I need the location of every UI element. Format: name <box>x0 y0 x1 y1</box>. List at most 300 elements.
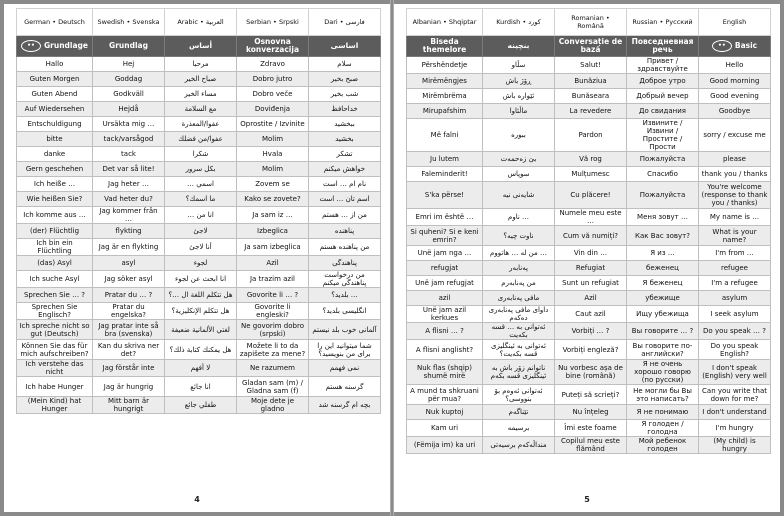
language-label: German • Deutsch <box>17 9 93 36</box>
phrase-cell: شایەنی نیه <box>483 182 555 209</box>
phrase-cell: Ich suche Asyl <box>17 271 93 288</box>
phrase-row <box>17 303 381 320</box>
phrase-cell: Мой ребенок голоден <box>627 437 699 454</box>
phrase-cell: لا أفهم <box>165 360 237 377</box>
phrase-cell: Izbeglica <box>237 224 309 239</box>
phrase-cell: ئێواره باش <box>483 89 555 104</box>
phrase-row <box>17 256 381 271</box>
phrase-cell: Goddag <box>93 72 165 87</box>
language-label: Romanian • Română <box>555 9 627 36</box>
phrase-cell: Bunăseara <box>555 89 627 104</box>
phrase-cell: Ja trazim azil <box>237 271 309 288</box>
phrase-row <box>407 360 771 385</box>
phrase-cell: I seek asylum <box>699 306 771 323</box>
language-label: Albanian • Shqiptar <box>407 9 483 36</box>
phrase-cell: Numele meu este … <box>555 209 627 226</box>
phrase-row <box>17 288 381 303</box>
phrase-cell: خواهش میکنم <box>309 162 381 177</box>
phrase-cell: azil <box>407 291 483 306</box>
phrase-row <box>407 209 771 226</box>
phrase-cell: Mirëmëngjes <box>407 74 483 89</box>
language-label: Arabic • العربية <box>165 9 237 36</box>
page-number: 5 <box>584 495 590 504</box>
phrase-table-left <box>16 8 381 414</box>
phrase-cell: … بلدید؟ <box>309 288 381 303</box>
phrase-cell: Guten Abend <box>17 87 93 102</box>
phrase-cell: سوپاس <box>483 167 555 182</box>
phrase-cell: Do you speak … ? <box>699 323 771 340</box>
phrase-cell: لغتي الألمانية ضعيفة <box>165 320 237 340</box>
phrase-cell: danke <box>17 147 93 162</box>
phrase-cell: До свидания <box>627 104 699 119</box>
phrase-cell: ناتوانم زۆر باش به ئینگلیزی قسه بکەم <box>483 360 555 385</box>
phrase-cell: Mirëmbrëma <box>407 89 483 104</box>
phrase-cell: صباح الخير <box>165 72 237 87</box>
phrase-row <box>17 132 381 147</box>
phrase-cell: Govorite li … ? <box>237 288 309 303</box>
phrase-cell: شب بخیر <box>309 87 381 102</box>
phrase-cell: Вы говорите … ? <box>627 323 699 340</box>
phrase-cell: Jag kommer från … <box>93 207 165 224</box>
phrase-row <box>17 340 381 360</box>
phrase-cell: من پناهنده هستم <box>309 239 381 256</box>
phrase-cell: Я не понимаю <box>627 405 699 420</box>
phrase-cell: لاجئ <box>165 224 237 239</box>
phrase-cell: Emri im është … <box>407 209 483 226</box>
phrase-row <box>17 360 381 377</box>
phrase-cell: Sprechen Sie … ? <box>17 288 93 303</box>
phrase-cell: Ich spreche nicht so gut (Deutsch) <box>17 320 93 340</box>
phrase-cell: نام ام … است <box>309 177 381 192</box>
phrase-cell: پناهندگی <box>309 256 381 271</box>
phrase-cell: Ich heiße … <box>17 177 93 192</box>
phrase-cell: منداڵەکەم برسیەتی <box>483 437 555 454</box>
phrase-cell: Gern geschehen <box>17 162 93 177</box>
phrase-cell: Godkväll <box>93 87 165 102</box>
language-label: Kurdish • کورد <box>483 9 555 36</box>
phrase-cell: Sunt un refugiat <box>555 276 627 291</box>
phrase-row <box>17 117 381 132</box>
phrase-row <box>17 320 381 340</box>
phrase-cell: La revedere <box>555 104 627 119</box>
phrase-cell: Доброе утро <box>627 74 699 89</box>
speech-bubble-icon: •• <box>712 40 732 52</box>
section-header-cell <box>483 36 555 57</box>
phrase-cell: Bunăziua <box>555 74 627 89</box>
phrase-row <box>17 147 381 162</box>
section-header-label: Повседневная речь <box>631 37 694 54</box>
language-row <box>17 9 381 36</box>
phrase-row <box>17 87 381 102</box>
phrase-cell: Меня зовут … <box>627 209 699 226</box>
phrase-row <box>17 162 381 177</box>
phrase-cell: thank you / thanks <box>699 167 771 182</box>
phrase-cell: Nu înțeleg <box>555 405 627 420</box>
phrase-cell: بێ زەحمەت <box>483 152 555 167</box>
right-page <box>394 4 780 512</box>
phrase-cell: هل يمكنك كتابة ذلك؟ <box>165 340 237 360</box>
phrase-cell: ئەتوانی به ئینگلیزی قسه بکەیت؟ <box>483 340 555 360</box>
phrase-cell: I'm hungry <box>699 420 771 437</box>
phrase-cell: Können Sie das für mich aufschreiben? <box>17 340 93 360</box>
phrase-cell: You're welcome (response to thank you / thanks) <box>699 182 771 209</box>
phrase-cell: Azil <box>555 291 627 306</box>
phrase-cell: عفوا/المعذرة <box>165 117 237 132</box>
phrase-row <box>17 397 381 414</box>
phrase-cell: Hvala <box>237 147 309 162</box>
phrase-cell: Vin din … <box>555 246 627 261</box>
section-header-cell <box>555 36 627 57</box>
phrase-cell: убежище <box>627 291 699 306</box>
section-header-label: بنچینه <box>507 41 530 50</box>
phrase-cell: Unë jam azil kerkues <box>407 306 483 323</box>
phrase-cell: سلام <box>309 57 381 72</box>
phrase-cell: tack/varsågod <box>93 132 165 147</box>
phrase-cell: Faleminderit! <box>407 167 483 182</box>
page-number: 4 <box>194 495 200 504</box>
phrase-row <box>17 377 381 397</box>
phrase-cell: Azil <box>237 256 309 271</box>
phrase-cell: tack <box>93 147 165 162</box>
phrase-cell: Îmi este foame <box>555 420 627 437</box>
phrase-cell: Caut azil <box>555 306 627 323</box>
phrase-cell: Kan du skriva ner det? <box>93 340 165 360</box>
phrase-cell: لجوء <box>165 256 237 271</box>
phrase-cell: مرحبا <box>165 57 237 72</box>
phrase-row <box>407 182 771 209</box>
phrase-cell: پناهنده <box>309 224 381 239</box>
phrase-cell: ببوره <box>483 119 555 152</box>
phrase-cell: Vă rog <box>555 152 627 167</box>
phrase-cell: Ich verstehe das nicht <box>17 360 93 377</box>
phrase-cell: Vorbiți … ? <box>555 323 627 340</box>
phrase-cell: ما اسمك؟ <box>165 192 237 207</box>
section-header-cell <box>699 36 771 57</box>
phrase-cell: sorry / excuse me <box>699 119 771 152</box>
phrase-cell: Can you write that down for me? <box>699 385 771 405</box>
phrase-row <box>17 224 381 239</box>
phrase-row <box>407 152 771 167</box>
phrase-cell: نمی فهمم <box>309 360 381 377</box>
phrase-row <box>17 192 381 207</box>
section-header-cell <box>407 36 483 57</box>
phrase-cell: اسمي … <box>165 177 237 192</box>
phrase-cell: A mund ta shkruani për mua? <box>407 385 483 405</box>
phrase-cell: Jag pratar inte så bra (svenska) <box>93 320 165 340</box>
phrase-cell: Unë jam nga … <box>407 246 483 261</box>
phrase-cell: A flisni … ? <box>407 323 483 340</box>
section-header-label: أساس <box>188 41 213 50</box>
phrase-cell: Molim <box>237 132 309 147</box>
phrase-cell: I don't speak (English) very well <box>699 360 771 385</box>
language-row <box>407 9 771 36</box>
phrase-cell: Hallo <box>17 57 93 72</box>
phrase-cell: asylum <box>699 291 771 306</box>
phrase-cell: Jag är en flykting <box>93 239 165 256</box>
phrase-cell: Ja sam iz … <box>237 207 309 224</box>
section-header-label: Basic <box>734 41 758 50</box>
phrase-cell: مساء الخير <box>165 87 237 102</box>
phrase-cell: Ne razumem <box>237 360 309 377</box>
phrase-cell: I'm a refugee <box>699 276 771 291</box>
phrase-cell: صبح بخیر <box>309 72 381 87</box>
phrase-cell: Si quheni? Si e keni emrin? <box>407 226 483 246</box>
phrase-cell: Gladan sam (m) / Gladna sam (f) <box>237 377 309 397</box>
phrase-cell: Ursäkta mig … <box>93 117 165 132</box>
phrase-cell: Kako se zovete? <box>237 192 309 207</box>
phrase-row <box>17 72 381 87</box>
phrase-row <box>407 437 771 454</box>
phrase-row <box>407 246 771 261</box>
phrase-cell: Kam uri <box>407 420 483 437</box>
phrase-row <box>17 57 381 72</box>
phrase-cell: شما میتوانید این را برای من بنویسید؟ <box>309 340 381 360</box>
section-header-cell <box>309 36 381 57</box>
phrase-cell: Entschuldigung <box>17 117 93 132</box>
language-label: English <box>699 9 771 36</box>
phrase-row <box>17 102 381 117</box>
phrase-cell: Wie heißen Sie? <box>17 192 93 207</box>
phrase-cell: تێناگەم <box>483 405 555 420</box>
phrase-cell: … من له … هاتووم <box>483 246 555 261</box>
phrase-cell: беженец <box>627 261 699 276</box>
phrase-cell: Goodbye <box>699 104 771 119</box>
phrase-cell: Jag förstår inte <box>93 360 165 377</box>
phrase-table-right <box>406 8 771 454</box>
phrase-row <box>407 119 771 152</box>
phrase-cell: Ich habe Hunger <box>17 377 93 397</box>
phrase-cell: بكل سرور <box>165 162 237 177</box>
phrase-cell: Oprostite / Izvinite <box>237 117 309 132</box>
phrase-cell: Molim <box>237 162 309 177</box>
phrase-cell: مافی پەنابەری <box>483 291 555 306</box>
section-header-cell <box>17 36 93 57</box>
phrase-row <box>407 420 771 437</box>
phrase-cell: Do you speak English? <box>699 340 771 360</box>
phrase-row <box>407 405 771 420</box>
phrase-cell: Nuk flas (shqip) shumë mirë <box>407 360 483 385</box>
phrase-cell: انا جائع <box>165 377 237 397</box>
phrase-cell: Govorite li engleski? <box>237 303 309 320</box>
phrase-cell: (Mein Kind) hat Hunger <box>17 397 93 414</box>
phrase-cell: My name is … <box>699 209 771 226</box>
phrase-row <box>17 207 381 224</box>
phrase-cell: Puteți să scrieți? <box>555 385 627 405</box>
phrase-cell: (My child) is hungry <box>699 437 771 454</box>
phrase-cell: Ich komme aus … <box>17 207 93 224</box>
phrase-row <box>407 167 771 182</box>
phrase-cell: Nuk kuptoj <box>407 405 483 420</box>
phrase-row <box>407 89 771 104</box>
phrase-cell: بخشید <box>309 132 381 147</box>
phrase-cell: Я не очень хорошо говорю (по русски) <box>627 360 699 385</box>
phrase-cell: Det var så lite! <box>93 162 165 177</box>
phrase-cell: Hej <box>93 57 165 72</box>
phrase-cell: ئەتوانی ئەوەم بۆ بنووسی؟ <box>483 385 555 405</box>
phrase-cell: گرسنه هستم <box>309 377 381 397</box>
phrase-cell: Vad heter du? <box>93 192 165 207</box>
phrase-cell: Dobro veče <box>237 87 309 102</box>
phrase-cell: I don't understand <box>699 405 771 420</box>
language-label: Swedish • Svenska <box>93 9 165 36</box>
speech-bubble-icon: •• <box>21 40 41 52</box>
phrase-cell: مع السلامة <box>165 102 237 117</box>
phrase-cell: flykting <box>93 224 165 239</box>
phrase-row <box>407 104 771 119</box>
phrase-row <box>17 239 381 256</box>
phrase-cell: please <box>699 152 771 167</box>
phrase-cell: Guten Morgen <box>17 72 93 87</box>
phrase-cell: برسیمه <box>483 420 555 437</box>
section-header-row <box>17 36 381 57</box>
phrase-cell: ببخشید <box>309 117 381 132</box>
section-header-label: Biseda themelore <box>422 37 467 54</box>
phrase-row <box>407 340 771 360</box>
phrase-cell: Doviđenja <box>237 102 309 117</box>
section-header-label: Grundlag <box>109 41 148 50</box>
phrase-row <box>407 276 771 291</box>
phrase-cell: Pratar du … ? <box>93 288 165 303</box>
section-header-label: Osnovna konverzacija <box>245 37 300 54</box>
phrase-cell: من از … هستم <box>309 207 381 224</box>
phrase-cell: Zdravo <box>237 57 309 72</box>
phrase-cell: S'ka përse! <box>407 182 483 209</box>
phrase-cell: Copilul meu este flămând <box>555 437 627 454</box>
phrase-cell: Jag heter … <box>93 177 165 192</box>
phrase-cell: شكرا <box>165 147 237 162</box>
phrase-cell: آلمانی خوب بلد نیستم <box>309 320 381 340</box>
phrase-cell: بچه ام گرسنه شد <box>309 397 381 414</box>
phrase-cell: عفوا/من فضلك <box>165 132 237 147</box>
phrase-cell: هل تتكلم الإنكليزية؟ <box>165 303 237 320</box>
phrase-cell: Moje dete je gladno <box>237 397 309 414</box>
language-label: Serbian • Srpski <box>237 9 309 36</box>
phrase-cell: … ناوم <box>483 209 555 226</box>
phrase-cell: Hello <box>699 57 771 74</box>
phrase-row <box>407 74 771 89</box>
phrase-cell: Ich bin ein Flüchtling <box>17 239 93 256</box>
phrase-cell: طفلي جائع <box>165 397 237 414</box>
phrase-row <box>407 291 771 306</box>
phrase-cell: asyl <box>93 256 165 271</box>
phrase-cell: Možete li to da zapišete za mene? <box>237 340 309 360</box>
phrase-cell: Mirupafshim <box>407 104 483 119</box>
language-label: Russian • Русский <box>627 9 699 36</box>
phrase-cell: Zovem se <box>237 177 309 192</box>
section-header-label: Conversație de bază <box>558 37 623 54</box>
phrase-cell: داوای مافی پەنابەری دەکەم <box>483 306 555 323</box>
phrase-cell: Përshëndetje <box>407 57 483 74</box>
phrase-row <box>407 261 771 276</box>
section-header-cell <box>165 36 237 57</box>
phrase-cell: ناوت چیه؟ <box>483 226 555 246</box>
phrase-cell: Jag söker asyl <box>93 271 165 288</box>
phrase-cell: ماڵئاوا <box>483 104 555 119</box>
phrase-cell: اسم تان … است <box>309 192 381 207</box>
phrase-cell: خداحافظ <box>309 102 381 117</box>
phrase-cell: Cu plăcere! <box>555 182 627 209</box>
phrase-row <box>407 306 771 323</box>
phrase-row <box>407 323 771 340</box>
phrase-cell: من پەنابەرم <box>483 276 555 291</box>
section-header-label: Grundlage <box>44 41 88 50</box>
phrase-cell: I'm from … <box>699 246 771 261</box>
phrase-cell: Ju lutem <box>407 152 483 167</box>
phrase-cell: Ja sam izbeglica <box>237 239 309 256</box>
phrase-cell: ئەتوانی به … قسه بکەیت <box>483 323 555 340</box>
phrase-cell: Vorbiți engleză? <box>555 340 627 360</box>
phrase-cell: Më falni <box>407 119 483 152</box>
phrase-cell: Good evening <box>699 89 771 104</box>
phrase-cell: انا من … <box>165 207 237 224</box>
phrase-cell: refugee <box>699 261 771 276</box>
phrase-cell: هل تتكلم اللغة ال …؟ <box>165 288 237 303</box>
phrase-cell: Auf Wiedersehen <box>17 102 93 117</box>
phrase-cell: Pardon <box>555 119 627 152</box>
phrase-cell: Я голоден / голодна <box>627 420 699 437</box>
section-header-cell <box>627 36 699 57</box>
phrase-cell: Ищу убежища <box>627 306 699 323</box>
section-header-row <box>407 36 771 57</box>
phrase-cell: Pratar du engelska? <box>93 303 165 320</box>
phrase-cell: refugjat <box>407 261 483 276</box>
phrase-cell: Пожалуйста <box>627 152 699 167</box>
phrase-cell: Как Вас зовут? <box>627 226 699 246</box>
phrase-cell: Mitt barn är hungrigt <box>93 397 165 414</box>
phrase-cell: (das) Asyl <box>17 256 93 271</box>
phrase-cell: Mulțumesc <box>555 167 627 182</box>
phrase-cell: أنا لاجئ <box>165 239 237 256</box>
section-header-label: اساسی <box>330 41 359 50</box>
phrase-cell: Спасибо <box>627 167 699 182</box>
phrase-row <box>407 226 771 246</box>
section-header-cell <box>93 36 165 57</box>
phrase-row <box>407 57 771 74</box>
phrase-cell: سڵاو <box>483 57 555 74</box>
phrase-cell: انگلیسی بلدید؟ <box>309 303 381 320</box>
phrase-cell: Sprechen Sie Englisch? <box>17 303 93 320</box>
left-page <box>4 4 390 512</box>
phrase-cell: What is your name? <box>699 226 771 246</box>
phrase-cell: Cum vă numiți? <box>555 226 627 246</box>
phrase-cell: Nu vorbesc așa de bine (română) <box>555 360 627 385</box>
phrase-cell: A flisni anglisht? <box>407 340 483 360</box>
phrase-row <box>17 271 381 288</box>
phrase-cell: Я из … <box>627 246 699 261</box>
language-label: Dari • فارسی <box>309 9 381 36</box>
phrase-cell: Refugiat <box>555 261 627 276</box>
phrase-cell: (der) Flüchtlig <box>17 224 93 239</box>
phrase-cell: من درخواست پناهندگی میکنم <box>309 271 381 288</box>
phrase-cell: Я беженец <box>627 276 699 291</box>
phrase-cell: Jag är hungrig <box>93 377 165 397</box>
phrase-cell: Вы говорите по-английски? <box>627 340 699 360</box>
phrase-cell: ڕۆژ باش <box>483 74 555 89</box>
phrase-cell: Unë jam refugjat <box>407 276 483 291</box>
phrase-cell: Ne govorim dobro (srpski) <box>237 320 309 340</box>
phrase-cell: Извините / Извини / Простите / Прости <box>627 119 699 152</box>
phrase-cell: Не могли бы Вы это написать? <box>627 385 699 405</box>
phrase-cell: Salut! <box>555 57 627 74</box>
phrase-cell: تشکر <box>309 147 381 162</box>
phrase-row <box>407 385 771 405</box>
phrase-cell: Привет / здравствуйте <box>627 57 699 74</box>
section-header-cell <box>237 36 309 57</box>
phrase-cell: انا ابحث عن لجوء <box>165 271 237 288</box>
phrase-cell: Dobro jutro <box>237 72 309 87</box>
phrase-cell: پەنابەر <box>483 261 555 276</box>
phrase-cell: Hejdå <box>93 102 165 117</box>
